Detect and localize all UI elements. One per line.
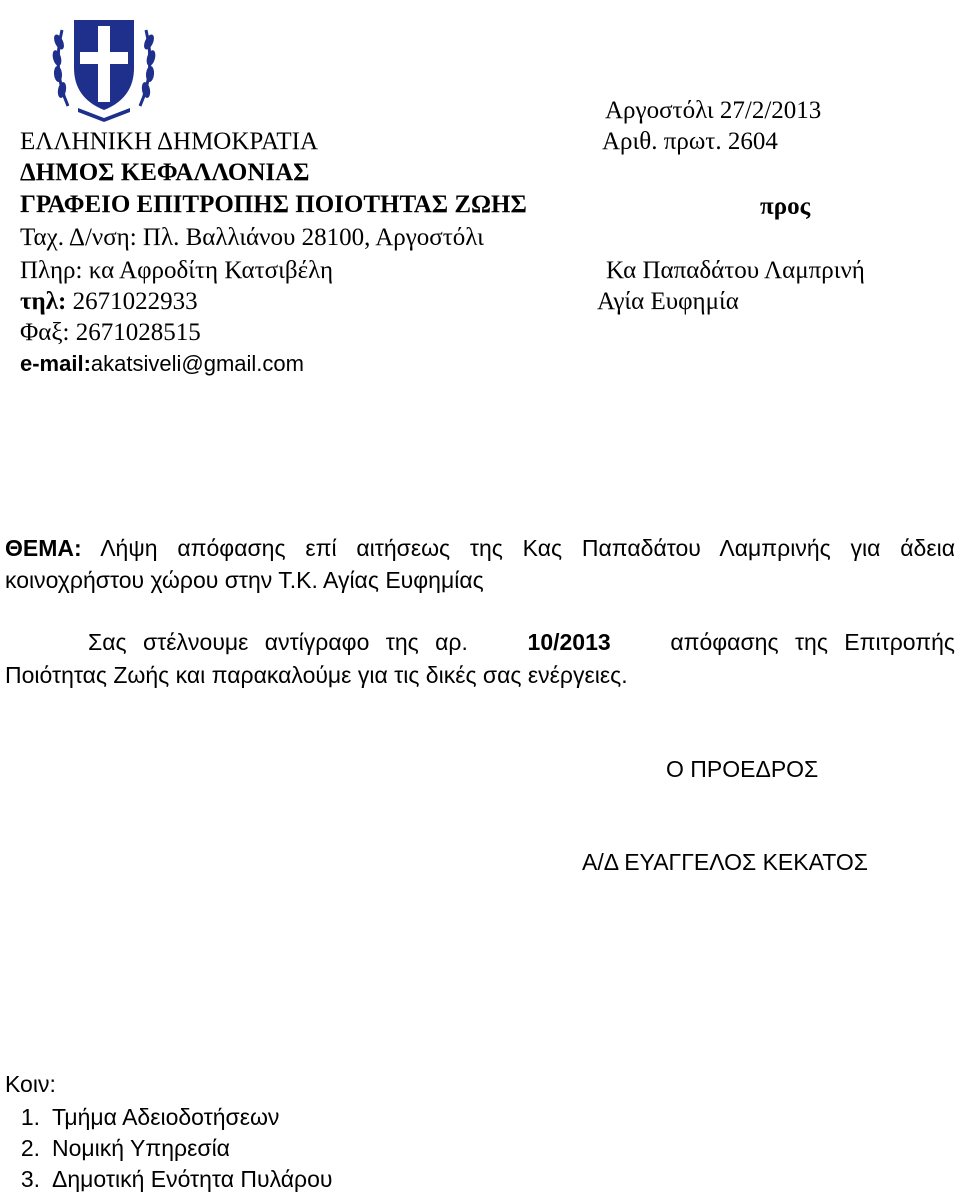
list-item-text: Δημοτική Ενότητα Πυλάρου <box>52 1166 333 1192</box>
greek-coat-of-arms-icon <box>48 6 160 122</box>
subject-label: ΘΕΜΑ: <box>5 535 82 561</box>
coat-of-arms-emblem <box>48 6 160 122</box>
distribution-list <box>0 1102 332 1195</box>
subject-line-2: κοινοχρήστου χώρου στην Τ.Κ. Αγίας Ευφημίας <box>5 567 484 593</box>
issuer-contact-person: Πληρ: κα Αφροδίτη Κατσιβέλη <box>20 257 334 284</box>
issuer-fax: Φαξ: 2671028515 <box>20 319 201 346</box>
issuer-email <box>20 349 304 382</box>
document-date: Αργοστόλι 27/2/2013 <box>605 97 822 124</box>
list-item <box>0 1102 332 1133</box>
list-item <box>0 1164 332 1195</box>
list-item-number: 2. <box>20 1135 40 1161</box>
signature-name: Α/Δ ΕΥΑΓΓΕΛΟΣ ΚΕΚΑΤΟΣ <box>582 849 868 875</box>
phone-number: 2671022933 <box>66 288 198 315</box>
recipient-place: Αγία Ευφημία <box>597 288 739 315</box>
issuer-phone <box>20 287 198 317</box>
distribution-label: Κοιν: <box>5 1071 56 1097</box>
recipient-name: Κα Παπαδάτου Λαμπρινή <box>606 257 865 284</box>
recipient-to-label: προς <box>760 193 811 220</box>
issuer-country: ΕΛΛΗΝΙΚΗ ΔΗΜΟΚΡΑΤΙΑ <box>20 128 318 155</box>
body-text-pre-1: Σας στέλνουμε αντίγραφο της αρ. <box>88 629 468 655</box>
email-address: akatsiveli@gmail.com <box>90 351 304 376</box>
decision-number: 10/2013 <box>527 629 611 655</box>
issuer-municipality: ΔΗΜΟΣ ΚΕΦΑΛΛΟΝΙΑΣ <box>20 159 310 186</box>
list-item-text: Τμήμα Αδειοδοτήσεων <box>52 1104 280 1130</box>
body-paragraph-line-2: Ποιότητας Ζωής και παρακαλούμε για τις δικές σας ενέργειες. <box>5 662 628 688</box>
email-label: e-mail: <box>20 351 91 376</box>
body-text-post-1: απόφασης της Επιτροπής <box>670 629 955 655</box>
list-item-number: 3. <box>20 1166 40 1192</box>
phone-label: τηλ: <box>20 288 67 315</box>
subject-line-1 <box>5 532 955 564</box>
list-item-text: Νομική Υπηρεσία <box>52 1135 230 1161</box>
issuer-office: ΓΡΑΦΕΙΟ ΕΠΙΤΡΟΠΗΣ ΠΟΙΟΤΗΤΑΣ ΖΩΗΣ <box>20 191 527 218</box>
signature-title: Ο ΠΡΟΕΔΡΟΣ <box>666 756 819 782</box>
issuer-address: Ταχ. Δ/νση: Πλ. Βαλλιάνου 28100, Αργοστόλι <box>20 224 484 251</box>
body-paragraph-line-1 <box>88 626 955 658</box>
list-item <box>0 1133 332 1164</box>
list-item-number: 1. <box>20 1104 40 1130</box>
subject-text-1: Λήψη απόφασης επί αιτήσεως της Κας Παπαδάτου Λαμπρινής για άδεια <box>81 535 955 561</box>
protocol-number: Αριθ. πρωτ. 2604 <box>602 128 778 155</box>
